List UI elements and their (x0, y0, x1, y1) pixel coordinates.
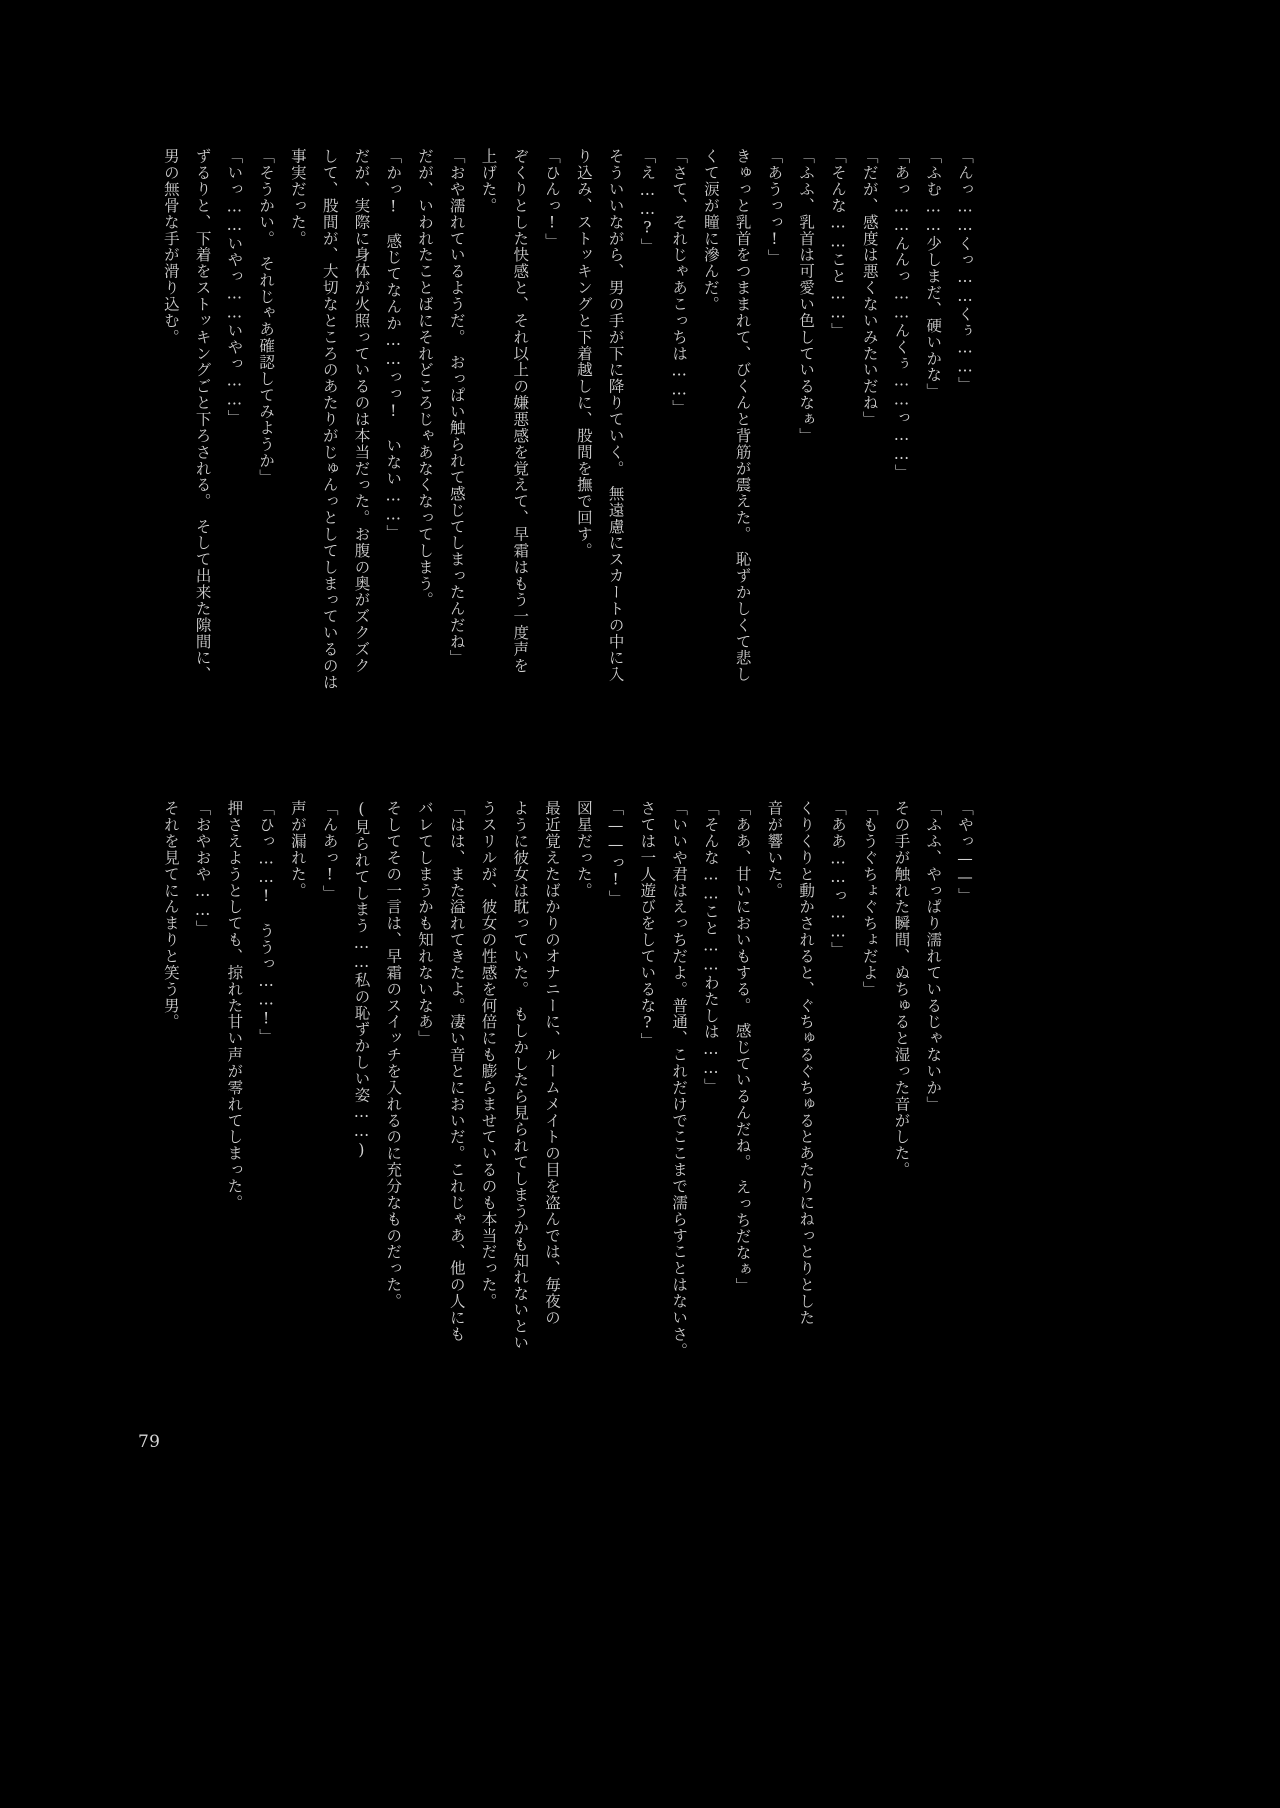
text-line: くて涙が瞳に滲んだ。 (701, 148, 720, 313)
text-line: 上げた。 (479, 148, 498, 214)
text-line: 最近覚えたばかりのオナニーに、ルームメイトの目を盗んでは、毎夜の (543, 800, 562, 1326)
text-line: 「え……?」 (638, 148, 657, 255)
text-line: 「そんな……こと……わたしは……」 (701, 800, 720, 1095)
text-line: 「あうっっ!」 (765, 148, 784, 266)
text-line: 音が響いた。 (765, 800, 784, 899)
text-line: 「かっ! 感じてなんか……っっ! いない……」 (384, 148, 403, 541)
text-line: 「ひんっ!」 (543, 148, 562, 250)
text-line: 図星だった。 (574, 800, 593, 899)
text-line: その手が触れた瞬間、ぬちゅると湿った音がした。 (892, 800, 911, 1178)
text-line: 「だが、感度は悪くないみたいだね」 (860, 148, 879, 428)
text-line: 「いっ……いやっ……いやっ……」 (225, 148, 244, 426)
text-line: さては一人遊びをしているな?」 (638, 800, 657, 1049)
text-line: 「いいや君はえっちだよ。普通、これだけでここまで濡らすことはないさ。 (670, 800, 689, 1359)
text-line: だが、いわれたことばにそれどころじゃあなくなってしまう。 (415, 148, 434, 609)
text-line: うスリルが、彼女の性感を何倍にも膨らませているのも本当だった。 (479, 800, 498, 1310)
text-line: それを見てにんまりと笑う男。 (161, 800, 180, 1031)
text-line: 声が漏れた。 (288, 800, 307, 899)
text-line: 「おや濡れているようだ。 おっぱい触られて感じてしまったんだね」 (447, 148, 466, 667)
text-line: 「んっ……くっ……くぅ……」 (956, 148, 974, 394)
text-line: り込み、ストッキングと下着越しに、股間を撫で回す。 (574, 148, 593, 559)
text-line: 「おやおや……」 (193, 800, 212, 937)
text-line: 「ああ、甘いにおいもする。 感じているんだね。 えっちだなぁ」 (733, 800, 752, 1294)
text-line: くりくりと動かされると、ぐちゅるぐちゅるとあたりにねっとりとした (797, 800, 816, 1326)
text-line: 「やっ——」 (956, 800, 974, 904)
text-line: 「さて、それじゃあこっちは……」 (670, 148, 689, 416)
text-line: 「ふふ、やっぱり濡れているじゃないか」 (924, 800, 943, 1113)
text-line: きゅっと乳首をつままれて、びくんと背筋が震えた。 恥ずかしくて悲し (733, 148, 752, 683)
text-line: 「ああ……っ……」 (828, 800, 847, 958)
text-line: そしてその一言は、早霜のスイッチを入れるのに充分なものだった。 (384, 800, 403, 1310)
text-line: 「もうぐちょぐちょだよ」 (860, 800, 879, 998)
text-line: 「そんな……こと……」 (828, 148, 847, 339)
text-line: 「んあっ!」 (320, 800, 339, 902)
text-line: して、股間が、大切なところのあたりがじゅんっとしてしまっているのは (320, 148, 339, 691)
body-text-block-lower (154, 800, 980, 1460)
text-line: バレてしまうかも知れないなあ」 (415, 800, 434, 1047)
page-number: 79 (138, 1432, 161, 1452)
text-line: 男の無骨な手が滑り込む。 (161, 148, 180, 346)
text-line: そういいながら、男の手が下に降りていく。 無遠慮にスカートの中に入 (606, 148, 625, 683)
text-line: (見られてしまう……私の恥ずかしい姿……) (352, 800, 371, 1161)
text-line: ぞくりとした快感と、それ以上の嫌悪感を覚えて、早霜はもう一度声を (511, 148, 530, 674)
text-line: だが、実際に身体が火照っているのは本当だった。お腹の奥がズクズク (352, 148, 371, 674)
body-text-block-upper (154, 148, 980, 798)
text-line: 押さえようとしても、掠れた甘い声が零れてしまった。 (225, 800, 244, 1211)
text-line: 「あっ……んんっ……んくぅ……っ……」 (892, 148, 911, 481)
text-line: 「ひっ……! ううっ……!」 (257, 800, 276, 1046)
text-line: ずるりと、下着をストッキングごと下ろされる。 そして出来た隙間に、 (193, 148, 212, 683)
text-line: ように彼女は耽っていた。 もしかしたら見られてしまうかも知れないとい (511, 800, 530, 1351)
text-line: 「ふふ、乳首は可愛い色しているなぁ」 (797, 148, 816, 444)
text-line: 「——っ!」 (606, 800, 625, 907)
text-line: 「ふむ……少しまだ、硬いかな」 (924, 148, 943, 400)
text-line: 「そうかい。 それじゃあ確認してみようか」 (257, 148, 276, 486)
text-line: 「はは、また溢れてきたよ。凄い音とにおいだ。これじゃあ、他の人にも (447, 800, 466, 1343)
text-line: 事実だった。 (288, 148, 307, 247)
